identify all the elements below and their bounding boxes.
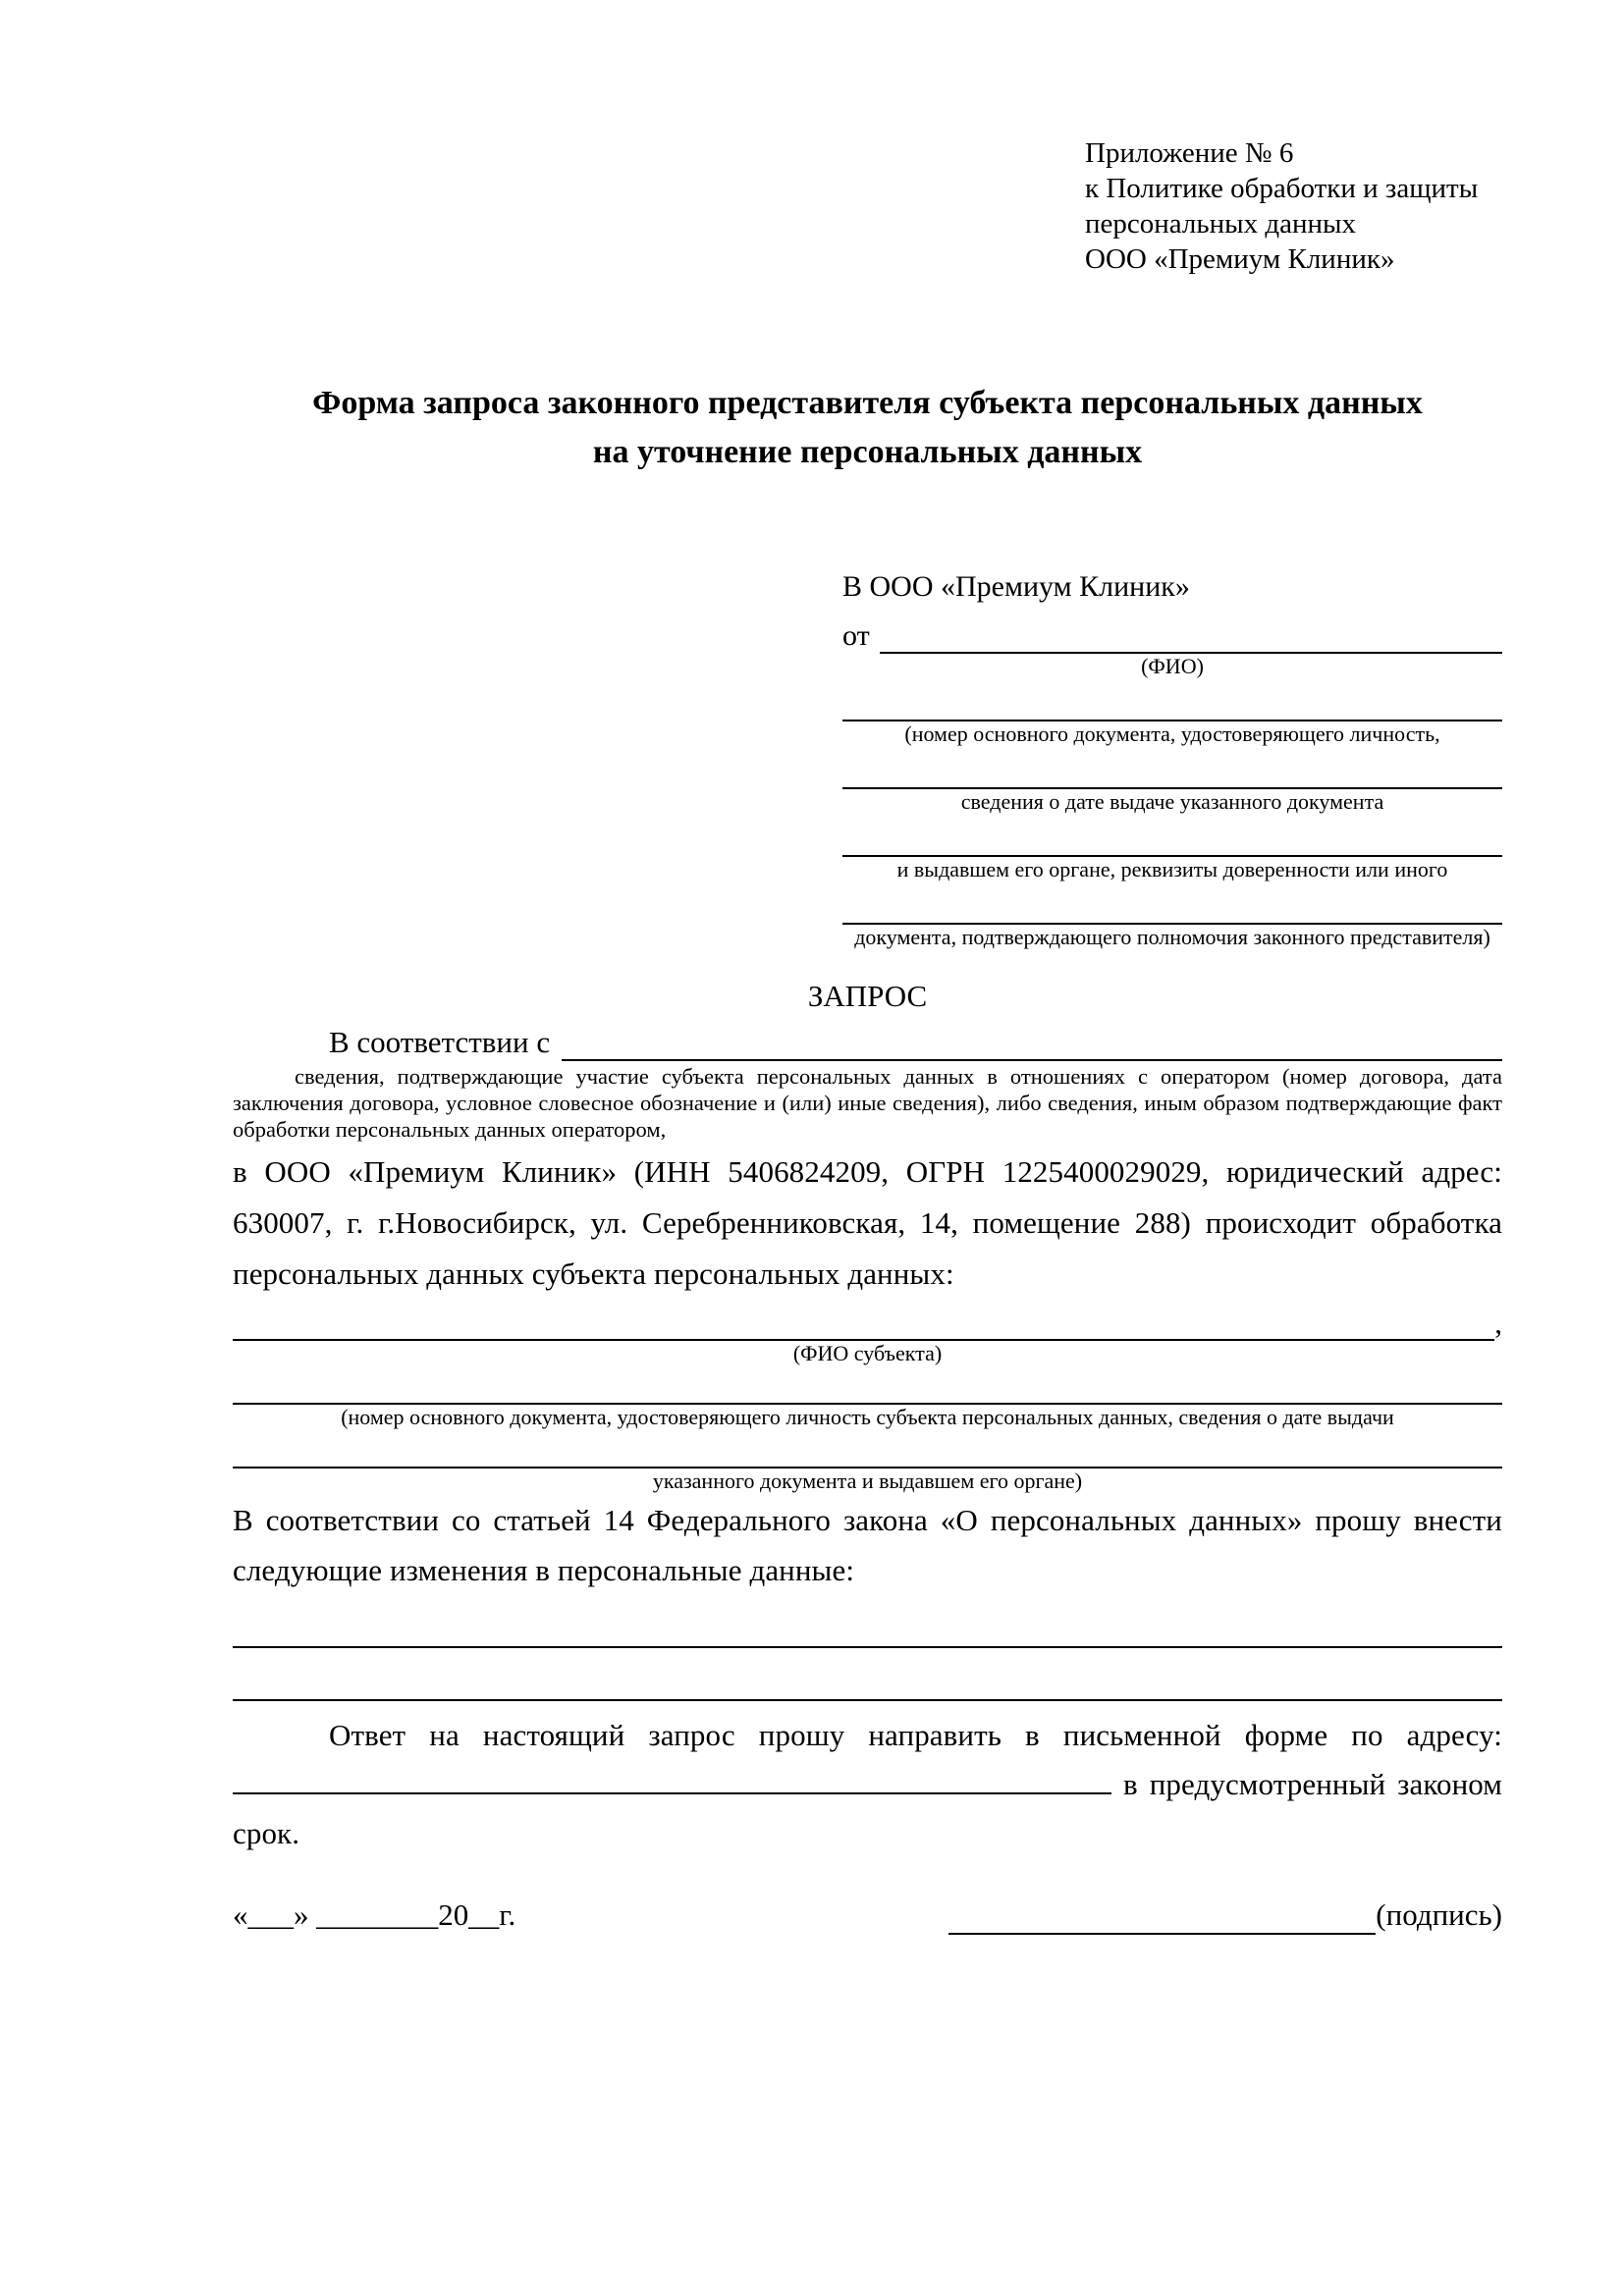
representative-doc-caption: и выдавшем его органе, реквизиты доверенности или иного xyxy=(896,857,1448,881)
changes-blank-line xyxy=(233,1595,1502,1648)
addressee-block xyxy=(842,565,1502,949)
representative-doc-blank-line xyxy=(842,814,1502,857)
basis-blank-line xyxy=(562,1059,1502,1061)
address-blank-line xyxy=(233,1765,1111,1794)
answer-text-post: в предусмотренный законом срок. xyxy=(233,1767,1502,1850)
representative-doc-caption: документа, подтверждающего полномочия законного представителя) xyxy=(854,925,1490,949)
subject-name-comma: , xyxy=(1494,1306,1502,1340)
intro-label: В соответствии с xyxy=(329,1025,551,1059)
appendix-block xyxy=(1085,135,1502,277)
addressee-to: В ООО «Премиум Клиник» xyxy=(842,570,1190,603)
appendix-line: персональных данных xyxy=(1085,208,1357,240)
law-paragraph: В соответствии со статьей 14 Федерального закона «О персональных данных» прошу внести следующие изменения в персональные данные: xyxy=(233,1503,1502,1587)
subject-name-row xyxy=(233,1306,1502,1341)
operator-paragraph: в ООО «Премиум Клиник» (ИНН 5406824209, ОГРН 1225400029029, юридический адрес: 630007, г. г.Новосибирск, ул. Серебренниковская, 14, помещение 288) происходит обработка персональных данных субъекта персональных данных: xyxy=(233,1154,1502,1291)
from-label: от xyxy=(842,619,870,652)
subject-doc-blank-line xyxy=(233,1365,1502,1405)
request-heading: ЗАПРОС xyxy=(807,979,928,1013)
subject-doc-caption: (номер основного документа, удостоверяющего личность субъекта персональных данных, сведения о дате выдачи xyxy=(341,1405,1394,1429)
intro-row xyxy=(233,1018,1502,1061)
representative-doc-blank-line xyxy=(842,881,1502,925)
signature-caption: (подпись) xyxy=(1376,1897,1502,1932)
appendix-line: Приложение № 6 xyxy=(1085,137,1294,169)
subject-doc-blank-line xyxy=(233,1429,1502,1468)
appendix-line: к Политике обработки и защиты xyxy=(1085,173,1479,204)
form-title-line-2: на уточнение персональных данных xyxy=(592,434,1143,470)
answer-text-pre: Ответ на настоящий запрос прошу направить в письменной форме по адресу: xyxy=(329,1718,1502,1752)
intro-fine-print: сведения, подтверждающие участие субъекта персональных данных в отношениях с оператором (номер договора, дата заключения договора, условное словесное обозначение и (или) иные сведения), либо сведения, иным образом подтверждающие факт обработки персональных данных оператором, xyxy=(233,1064,1502,1142)
changes-blank-line xyxy=(233,1648,1502,1701)
representative-doc-blank-line xyxy=(842,678,1502,721)
representative-doc-caption: (номер основного документа, удостоверяющего личность, xyxy=(904,721,1440,746)
representative-doc-caption: сведения о дате выдаче указанного документа xyxy=(960,789,1384,814)
fio-caption: (ФИО) xyxy=(1141,654,1204,678)
representative-doc-blank-line xyxy=(842,746,1502,789)
signature-group xyxy=(948,1896,1502,1935)
from-row xyxy=(842,609,1502,654)
signature-blank-line xyxy=(948,1901,1376,1935)
answer-paragraph xyxy=(233,1711,1502,1858)
footer-row xyxy=(233,1896,1502,1935)
form-title-line-1: Форма запроса законного представителя субъекта персональных данных xyxy=(312,385,1423,421)
date-line: «___» ________20__г. xyxy=(233,1897,516,1932)
appendix-line: ООО «Премиум Клиник» xyxy=(1085,243,1395,275)
form-title xyxy=(233,379,1502,477)
subject-doc-caption: указанного документа и выдавшем его органе) xyxy=(652,1468,1083,1493)
subject-name-caption: (ФИО субъекта) xyxy=(792,1341,943,1365)
